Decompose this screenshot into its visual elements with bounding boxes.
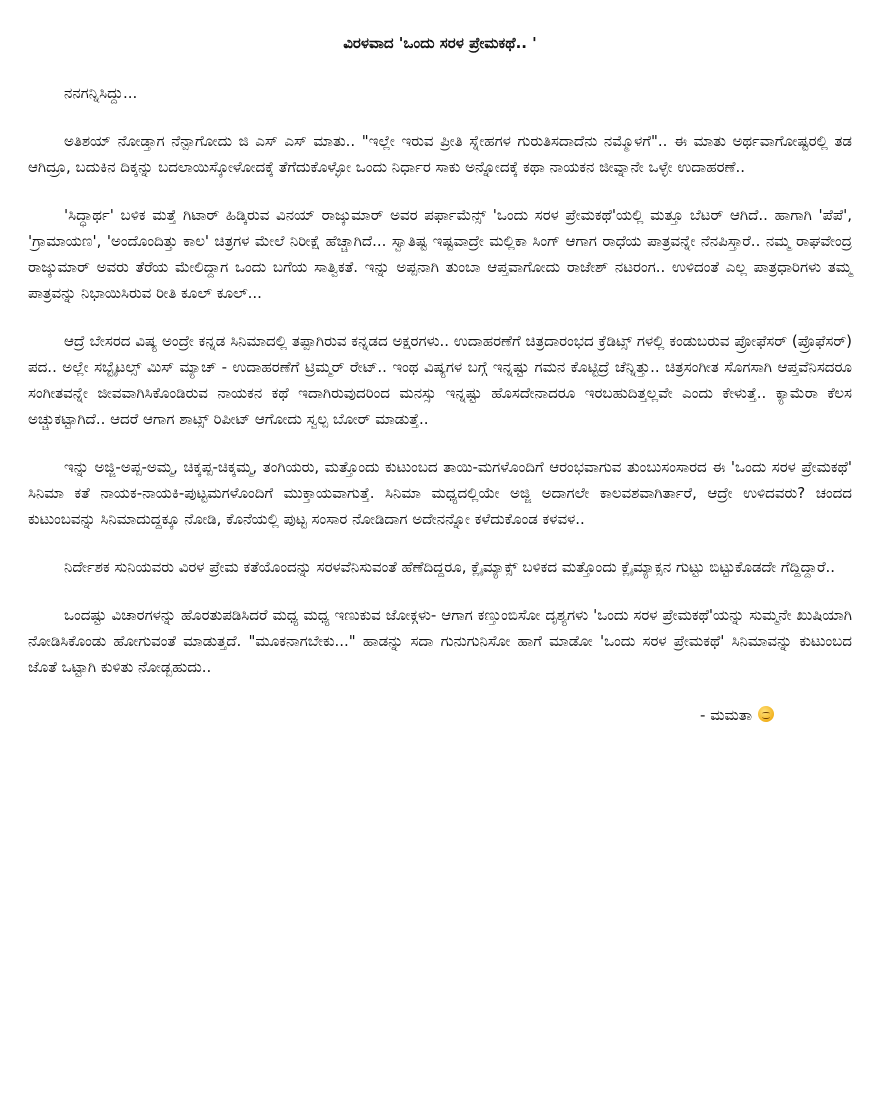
paragraph-5: ನಿರ್ದೇಶಕ ಸುನಿಯವರು ವಿರಳ ಪ್ರೇಮ ಕತೆಯೊಂದನ್ನು ಸರಳವೆನಿಸುವಂತೆ ಹೆಣೆದಿದ್ದರೂ, ಕ್ಲೈಮ್ಯಾಕ್ಸ್ ಬಳಿಕದ ಮತ್ತೊಂದು ಕ್ಲೈಮ್ಯಾಕ್ಸನ ಗುಟ್ಟು ಬಿಟ್ಟುಕೊಡದೇ ಗೆದ್ದಿದ್ದಾರೆ.. (64, 558, 836, 576)
author-name: - ಮಮತಾ (700, 706, 752, 724)
paragraph-1: ಅತಿಶಯ್ ನೋಡ್ತಾಗ ನೆನ್ಪಾಗೋದು ಜಿ ಎಸ್ ಎಸ್ ಮಾತು.. "ಇಲ್ಲೇ ಇರುವ ಪ್ರೀತಿ ಸ್ನೇಹಗಳ ಗುರುತಿಸದಾದೆನು ನಮ್ಮೊಳಗೆ".. ಈ ಮಾತು ಅರ್ಥವಾಗೋಷ್ಟರಲ್ಲಿ ತಡ ಆಗಿದ್ರೂ, ಬದುಕಿನ ದಿಕ್ಕನ್ನು ಬದಲಾಯಿಸ್ಕೋಳೋದಕ್ಕೆ ತೆಗೆದುಕೊಳ್ಳೋ ಒಂದು ನಿರ್ಧಾರ ಸಾಕು ಅನ್ನೋದಕ್ಕೆ ಕಥಾ ನಾಯಕನ ಜೀವ್ನಾನೇ ಒಳ್ಳೇ ಉದಾಹರಣೆ.. (28, 132, 852, 176)
paragraph-3: ಆದ್ರೆ ಬೇಸರದ ವಿಷ್ಯ ಅಂದ್ರೇ ಕನ್ನಡ ಸಿನಿಮಾದಲ್ಲಿ ತಪ್ಪಾಗಿರುವ ಕನ್ನಡದ ಅಕ್ಷರಗಳು.. ಉದಾಹರಣೆಗೆ ಚಿತ್ರದಾರಂಭದ ಕ್ರೆಡಿಟ್ಸ್ ಗಳಲ್ಲಿ ಕಂಡುಬರುವ ಪ್ರೋಫೆಸರ್ (ಪ್ರೊಫೆಸರ್) ಪದ.. ಅಲ್ಲೇ ಸಬ್ಟೈಟಲ್ಸ್ ಮಿಸ್ ಮ್ಯಾಚ್ - ಉದಾಹರಣೆಗೆ ಟ್ರಿಮ್ಮರ್ ರೇಟ್.. ಇಂಥ ವಿಷ್ಯಗಳ ಬಗ್ಗೆ ಇನ್ನಷ್ಟು ಗಮನ ಕೊಟ್ಟಿದ್ರೆ ಚೆನ್ನಿತ್ತು.. ಚಿತ್ರಸಂಗೀತ ಸೊಗಸಾಗಿ ಆಪ್ತವೆನಿಸದರೂ ಸಂಗೀತವನ್ನೇ ಜೀವವಾಗಿಸಿಕೊಂಡಿರುವ ನಾಯಕನ ಕಥೆ ಇದಾಗಿರುವುದರಿಂದ ಮನಸ್ಸು ಇನ್ನಷ್ಟು ಹೊಸದೇನಾದರೂ ಇರಬಹುದಿತ್ತಲ್ಲವೇ ಎಂದು ಕೇಳುತ್ತೆ.. ಕ್ಯಾಮೆರಾ ಕೆಲಸ ಅಚ್ಚುಕಟ್ಟಾಗಿದೆ.. ಆದರೆ ಆಗಾಗ ಶಾಟ್ಸ್ ರಿಪೀಟ್ ಆಗೋದು ಸ್ವಲ್ಪ ಬೋರ್ ಮಾಡುತ್ತೆ.. (28, 332, 852, 428)
paragraph-6: ಒಂದಷ್ಟು ವಿಚಾರಗಳನ್ನು ಹೊರತುಪಡಿಸಿದರೆ ಮಧ್ಯ ಮಧ್ಯ ಇಣುಕುವ ಜೋಕ್ಗಳು- ಆಗಾಗ ಕಣ್ತುಂಬಿಸೋ ದೃಶ್ಯಗಳು 'ಒಂದು ಸರಳ ಪ್ರೇಮಕಥೆ'ಯನ್ನು ಸುಮ್ಮನೇ ಖುಷಿಯಾಗಿ ನೋಡಿಸಿಕೊಂಡು ಹೋಗುವಂತೆ ಮಾಡುತ್ತದೆ. "ಮೂಕನಾಗಬೇಕು..." ಹಾಡನ್ನು ಸದಾ ಗುನುಗುನಿಸೋ ಹಾಗೆ ಮಾಡೋ 'ಒಂದು ಸರಳ ಪ್ರೇಮಕಥೆ' ಸಿನಿಮಾವನ್ನು ಕುಟುಂಬದ ಜೊತೆ ಒಟ್ಟಾಗಿ ಕುಳಿತು ನೋಡ್ಬಹುದು.. (28, 606, 852, 676)
document-title: ವಿರಳವಾದ 'ಒಂದು ಸರಳ ಪ್ರೇಮಕಥೆ.. ' (343, 34, 537, 52)
smiley-face-icon (758, 706, 774, 722)
paragraph-2: 'ಸಿದ್ಧಾರ್ಥ' ಬಳಿಕ ಮತ್ತೆ ಗಿಟಾರ್ ಹಿಡ್ಕಿರುವ ವಿನಯ್ ರಾಜ್ಕುಮಾರ್ ಅವರ ಪರ್ಫಾಮೆನ್ಸ್ 'ಒಂದು ಸರಳ ಪ್ರೇಮಕಥೆ'ಯಲ್ಲಿ ಮತ್ತೂ ಬೆಟರ್ ಆಗಿದೆ.. ಹಾಗಾಗಿ 'ಪೆಪೆ', 'ಗ್ರಾಮಾಯಣ', 'ಅಂದೊಂದಿತ್ತು ಕಾಲ' ಚಿತ್ರಗಳ ಮೇಲೆ ನಿರೀಕ್ಷೆ ಹೆಚ್ಚಾಗಿದೆ... ಸ್ವಾತಿಷ್ಟ ಇಷ್ಟವಾದ್ರೇ ಮಲ್ಲಿಕಾ ಸಿಂಗ್ ಆಗಾಗ ರಾಧೆಯ ಪಾತ್ರವನ್ನೇ ನೆನಪಿಸ್ತಾರೆ.. ನಮ್ಮ ರಾಘವೇಂದ್ರ ರಾಜ್ಕುಮಾರ್ ಅವರು ತೆರೆಯ ಮೇಲಿದ್ದಾಗ ಒಂದು ಬಗೆಯ ಸಾತ್ವಿಕತೆ. ಇನ್ನು ಅಪ್ಪನಾಗಿ ತುಂಬಾ ಆಪ್ತವಾಗೋದು ರಾಜೇಶ್ ನಟರಂಗ.. ಉಳಿದಂತೆ ಎಲ್ಲ ಪಾತ್ರಧಾರಿಗಳು ತಮ್ಮ ಪಾತ್ರವನ್ನು ನಿಭಾಯಿಸಿರುವ ರೀತಿ ಕೂಲ್ ಕೂಲ್... (28, 206, 852, 302)
greeting-line: ನನಗನ್ನಿಸಿದ್ದು... (64, 84, 138, 102)
signature (28, 702, 774, 728)
paragraph-4: ಇನ್ನು ಅಜ್ಜಿ-ಅಪ್ಪ-ಅಮ್ಮ, ಚಿಕ್ಕಪ್ಪ-ಚಿಕ್ಕಮ್ಮ, ತಂಗಿಯರು, ಮತ್ತೊಂದು ಕುಟುಂಬದ ತಾಯಿ-ಮಗಳೊಂದಿಗೆ ಆರಂಭವಾಗುವ ತುಂಬುಸಂಸಾರದ ಈ 'ಒಂದು ಸರಳ ಪ್ರೇಮಕಥೆ' ಸಿನಿಮಾ ಕತೆ ನಾಯಕ-ನಾಯಕಿ-ಪುಟ್ಟಮಗಳೊಂದಿಗೆ ಮುಕ್ತಾಯವಾಗುತ್ತೆ. ಸಿನಿಮಾ ಮಧ್ಯದಲ್ಲಿಯೇ ಅಜ್ಜಿ ಅದಾಗಲೇ ಕಾಲವಶವಾಗಿರ್ತಾರೆ, ಆದ್ರೇ ಉಳಿದವರು? ಚಂದದ ಕುಟುಂಬವನ್ನು ಸಿನಿಮಾದುದ್ದಕ್ಕೂ ನೋಡಿ, ಕೊನೆಯಲ್ಲಿ ಪುಟ್ಟ ಸಂಸಾರ ನೋಡಿದಾಗ ಅದೇನನ್ನೋ ಕಳೆದುಕೊಂಡ ಕಳವಳ.. (28, 458, 852, 528)
